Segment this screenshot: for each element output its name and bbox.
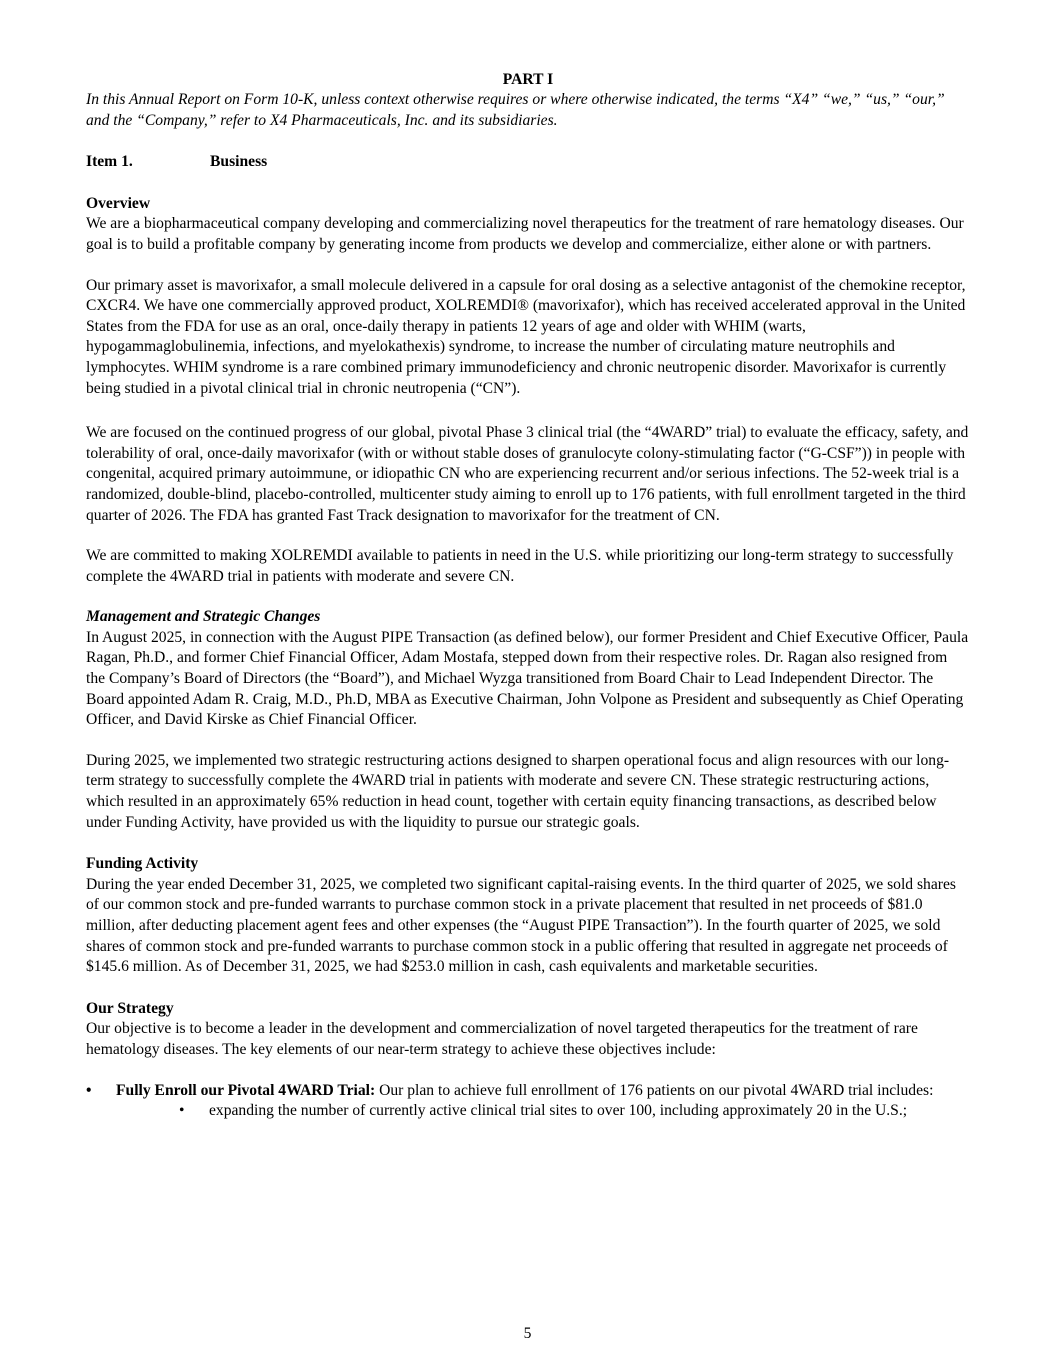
overview-heading: Overview (86, 194, 151, 212)
document-page (86, 70, 970, 1122)
item-number: Item 1. (86, 153, 133, 171)
bullet-marker: • (86, 1081, 92, 1099)
overview-paragraph-4: We are committed to making XOLREMDI available to patients in need in the U.S. while prioritizing our long-term strategy to successfully complete the 4WARD trial in patients with moderate and severe CN. (86, 547, 954, 585)
strategy-sub-bullet-list (116, 1101, 970, 1122)
strategy-sub-bullet (116, 1101, 970, 1122)
management-paragraph-2: During 2025, we implemented two strategic restructuring actions designed to sharpen operational focus and align resources with our long-term strategy to successfully complete the 4WARD trial in patients with moderate and severe CN. These strategic restructuring actions, which resulted in an approximately 65% reduction in head count, together with certain equity financing transactions, as described below under Funding Activity, have provided us with the liquidity to pursue our strategic goals. (86, 751, 950, 831)
sub-bullet-marker: • (179, 1102, 185, 1120)
overview-paragraph-3: We are focused on the continued progress of our global, pivotal Phase 3 clinical trial (the “4WARD” trial) to evaluate the efficacy, safety, and tolerability of oral, once-daily mavorixafor (with or without stable doses of granulocyte colony-stimulating factor (“G-CSF”)) in people with congenital, acquired primary autoimmune, or idiopathic CN who are experiencing recurrent and/or serious infections. The 52-week trial is a randomized, double-blind, placebo-controlled, multicenter study aiming to enroll up to 176 patients, with full enrollment targeted in the third quarter of 2026. The FDA has granted Fast Track designation to mavorixafor for the treatment of CN. (86, 424, 969, 524)
item-heading (86, 152, 970, 173)
sub-bullet-text: expanding the number of currently active clinical trial sites to over 100, including approximately 20 in the U.S.; (209, 1102, 908, 1120)
funding-paragraph: During the year ended December 31, 2025, we completed two significant capital-raising events. In the third quarter of 2025, we sold shares of our common stock and pre-funded warrants to purchase common stock in a private placement that resulted in net proceeds of $81.0 million, after deducting placement agent fees and other expenses (the “August PIPE Transaction”). In the fourth quarter of 2025, we sold shares of common stock and pre-funded warrants to purchase common stock in a public offering that resulted in aggregate net proceeds of $145.6 million. As of December 31, 2025, we had $253.0 million in cash, cash equivalents and marketable securities. (86, 875, 956, 976)
part-title: PART I (502, 71, 554, 88)
overview-paragraph-2: Our primary asset is mavorixafor, a small molecule delivered in a capsule for oral dosing as a selective antagonist of the chemokine receptor, CXCR4. We have one commercially approved product, XOLREMDI® (mavorixafor), which has received accelerated approval in the United States from the FDA for use as an oral, once-daily therapy in patients 12 years of age and older with WHIM (warts, hypogammaglobulinemia, infections, and myelokathexis) syndrome, to increase the number of circulating mature neutrophils and lymphocytes. WHIM syndrome is a rare combined primary immunodeficiency and chronic neutropenic disorder. Mavorixafor is currently being studied in a pivotal clinical trial in chronic neutropenia (“CN”). (86, 276, 966, 397)
page-number: 5 (523, 1325, 532, 1342)
overview-paragraph-1: We are a biopharmaceutical company developing and commercializing novel therapeutics for the treatment of rare hematology diseases. Our goal is to build a profitable company by generating income from products we develop and commercialize, either alone or with partners. (86, 215, 964, 253)
management-paragraph-1: In August 2025, in connection with the August PIPE Transaction (as defined below), our former President and Chief Executive Officer, Paula Ragan, Ph.D., and former Chief Financial Officer, Adam Mostafa, stepped down from their respective roles. Dr. Ragan also resigned from the Company’s Board of Directors (the “Board”), and Michael Wyzga transitioned from Board Chair to Lead Independent Director. The Board appointed Adam R. Craig, M.D., Ph.D, MBA as Executive Chairman, John Volpone as President and subsequently as Chief Operating Officer, and David Kirske as Chief Financial Officer. (86, 628, 969, 729)
bullet-body-text: Our plan to achieve full enrollment of 176 patients on our pivotal 4WARD trial includes: (375, 1081, 934, 1099)
strategy-bullet-list (86, 1081, 970, 1122)
strategy-paragraph: Our objective is to become a leader in the development and commercialization of novel targeted therapeutics for the treatment of rare hematology diseases. The key elements of our near-term strategy to achieve these objectives include: (86, 1020, 918, 1058)
strategy-heading: Our Strategy (86, 999, 174, 1017)
bullet-lead-text: Fully Enroll our Pivotal 4WARD Trial: (116, 1081, 376, 1099)
item-title: Business (210, 153, 268, 171)
management-heading: Management and Strategic Changes (86, 608, 321, 626)
intro-paragraph: In this Annual Report on Form 10-K, unless context otherwise requires or where otherwise indicated, the terms “X4” “we,” “us,” “our,” and the “Company,” refer to X4 Pharmaceuticals, Inc. and its subsidiaries. (86, 91, 945, 129)
funding-heading: Funding Activity (86, 855, 199, 873)
strategy-bullet (86, 1081, 970, 1122)
